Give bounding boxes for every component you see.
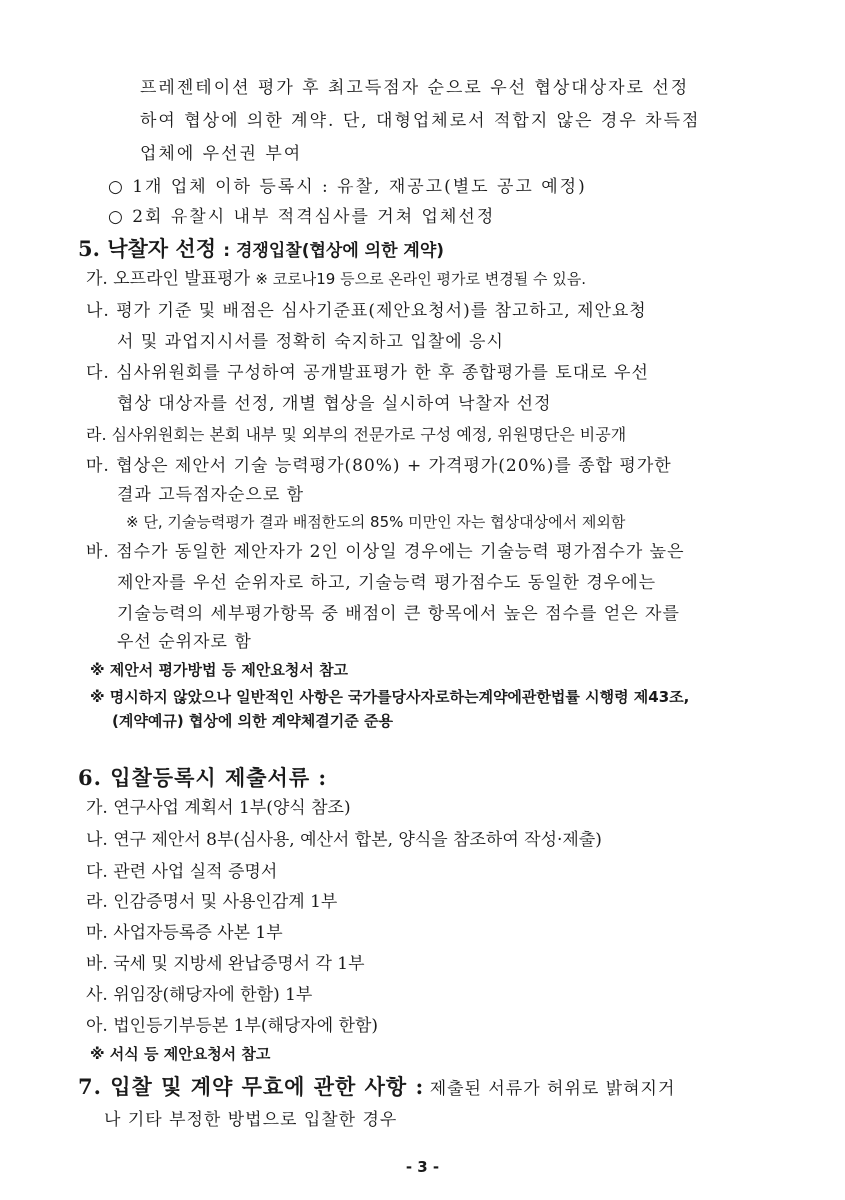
- sec6-item-4: 라. 인감증명서 및 사용인감계 1부: [86, 892, 338, 912]
- sec5-item-ma-line-2: 결과 고득점자순으로 함: [117, 485, 305, 505]
- sec6-item-5: 마. 사업자등록증 사본 1부: [86, 923, 283, 943]
- section7-text-line-1: 제출된 서류가 허위로 밝혀지거: [429, 1079, 676, 1099]
- sec5-item-ba-line-1: 바. 점수가 동일한 제안자가 2인 이상일 경우에는 기술능력 평가점수가 높은: [86, 542, 685, 562]
- section6-title: 6. 입찰등록시 제출서류 :: [78, 765, 328, 790]
- sec6-note: ※ 서식 등 제안요청서 참고: [90, 1045, 271, 1063]
- sec4-bullet-2: ○ 2회 유찰시 내부 적격심사를 거쳐 업체선정: [108, 207, 496, 227]
- sec5-ma-note: ※ 단, 기술능력평가 결과 배점한도의 85% 미만인 자는 협상대상에서 제외함: [126, 513, 626, 531]
- sec4-cont-line-2: 하여 협상에 의한 계약. 단, 대형업체로서 적합지 않은 경우 차득점: [140, 111, 701, 131]
- sec5-item-ra: 라. 심사위원회는 본회 내부 및 외부의 전문가로 구성 예정, 위원명단은 비공개: [86, 425, 627, 444]
- sec6-item-1: 가. 연구사업 계획서 1부(양식 참조): [86, 798, 351, 818]
- sec5-ga-note: ※ 코로나19 등으로 온라인 평가로 변경될 수 있음.: [255, 270, 587, 288]
- sec5-note-2-line-1: ※ 명시하지 않았으나 일반적인 사항은 국가를당사자로하는계약에관한법률 시행령 제43조,: [90, 688, 690, 706]
- sec5-item-na-line-1: 나. 평가 기준 및 배점은 심사기준표(제안요청서)를 참고하고, 제안요청: [86, 301, 647, 321]
- sec6-item-2: 나. 연구 제안서 8부(심사용, 예산서 합본, 양식을 참조하여 작성·제출): [86, 830, 602, 850]
- sec5-item-ba-line-4: 우선 순위자로 함: [117, 632, 252, 652]
- sec6-item-3: 다. 관련 사업 실적 증명서: [86, 862, 278, 882]
- sec5-item-ba-line-3: 기술능력의 세부평가항목 중 배점이 큰 항목에서 높은 점수를 얻은 자를: [117, 604, 680, 624]
- sec6-item-8: 아. 법인등기부등본 1부(해당자에 한함): [86, 1016, 379, 1036]
- section7-title: 7. 입찰 및 계약 무효에 관한 사항 :: [78, 1074, 425, 1099]
- sec5-item-da-line-1: 다. 심사위원회를 구성하여 공개발표평가 한 후 종합평가를 토대로 우선: [86, 363, 649, 383]
- sec6-item-6: 바. 국세 및 지방세 완납증명서 각 1부: [86, 954, 365, 974]
- sec5-item-ba-line-2: 제안자를 우선 순위자로 하고, 기술능력 평가점수도 동일한 경우에는: [117, 573, 657, 593]
- section5-title: 5. 낙찰자 선정: [78, 236, 216, 261]
- sec6-item-7: 사. 위임장(해당자에 한함) 1부: [86, 985, 313, 1005]
- sec5-item-na-line-2: 서 및 과업지시서를 정확히 숙지하고 입찰에 응시: [117, 332, 504, 352]
- sec5-note-2-line-2: (계약예규) 협상에 의한 계약체결기준 준용: [112, 712, 393, 730]
- sec5-ga-label: 가. 오프라인 발표평가: [86, 269, 251, 289]
- sec4-cont-line-1: 프레젠테이션 평가 후 최고득점자 순으로 우선 협상대상자로 선정: [140, 78, 690, 98]
- page-number: - 3 -: [405, 1158, 440, 1176]
- sec5-note-1: ※ 제안서 평가방법 등 제안요청서 참고: [90, 661, 349, 679]
- sec5-item-da-line-2: 협상 대상자를 선정, 개별 협상을 실시하여 낙찰자 선정: [117, 394, 552, 414]
- sec4-cont-line-3: 업체에 우선권 부여: [140, 144, 303, 164]
- section7-text-line-2: 나 기타 부정한 방법으로 입찰한 경우: [104, 1110, 398, 1130]
- section5-heading: [78, 236, 444, 264]
- sec4-bullet-1: ○ 1개 업체 이하 등록시 : 유찰, 재공고(별도 공고 예정): [108, 177, 587, 197]
- sec5-item-ma-line-1: 마. 협상은 제안서 기술 능력평가(80%) + 가격평가(20%)를 종합 평가한: [86, 456, 672, 476]
- section5-title-suffix: : 경쟁입찰(협상에 의한 계약): [223, 241, 445, 261]
- sec5-item-ga: [86, 268, 586, 290]
- section7-heading: [78, 1074, 675, 1100]
